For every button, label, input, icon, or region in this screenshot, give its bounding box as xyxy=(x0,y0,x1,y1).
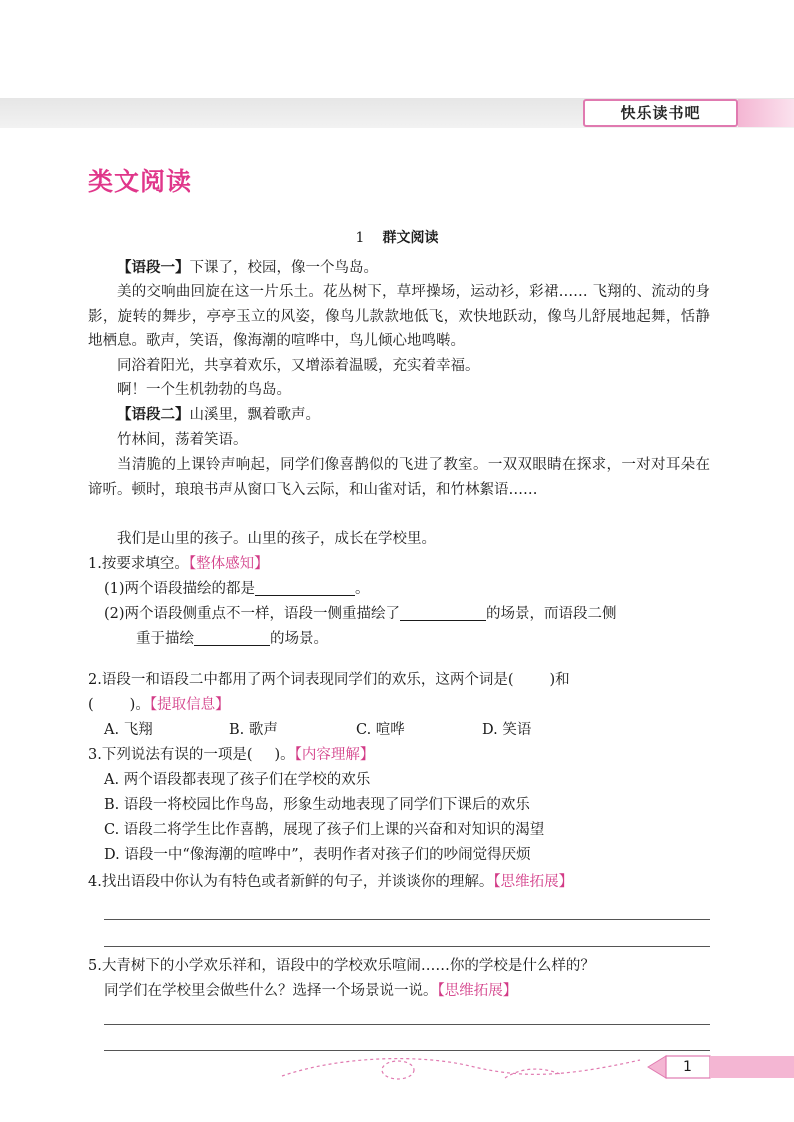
question-tag: 【思维拓展】 xyxy=(493,874,574,890)
sub-question-text: (2)两个语段侧重点不一样，语段一侧重描绘了 xyxy=(104,606,401,622)
section-title: 类文阅读 xyxy=(88,167,193,196)
question-number: 1. xyxy=(88,556,102,572)
header-tab: 快乐读书吧 xyxy=(583,99,738,127)
paragraph-tag: 【语段二】 xyxy=(117,407,190,423)
paragraph xyxy=(88,256,710,281)
answer-blank[interactable] xyxy=(400,603,486,621)
option-b[interactable]: B. 歌声 xyxy=(229,722,278,738)
question-tag: 【提取信息】 xyxy=(149,697,230,713)
option-c[interactable]: C. 喧哗 xyxy=(356,722,405,738)
footer xyxy=(0,1048,794,1088)
paragraph xyxy=(88,280,710,354)
paragraph xyxy=(88,378,710,403)
answer-line[interactable] xyxy=(104,946,710,947)
answer-blank[interactable] xyxy=(255,578,355,596)
paragraph-text: 山溪里，飘着歌声。 xyxy=(189,407,320,423)
paragraph-text: 啊！一个生机勃勃的鸟岛。 xyxy=(117,382,291,398)
answer-line[interactable] xyxy=(104,919,710,920)
paragraph-tag: 【语段一】 xyxy=(117,260,190,276)
paragraph xyxy=(88,453,710,502)
question-number: 4. xyxy=(88,874,102,890)
sub-question-text: 的场景。 xyxy=(270,631,328,647)
option-c[interactable]: C. 语段二将学生比作喜鹊，展现了孩子们上课的兴奋和对知识的渴望 xyxy=(104,822,545,838)
sub-question-text: 重于描绘 xyxy=(136,631,194,647)
question-1-part-2 xyxy=(104,602,712,627)
paragraph-text: 美的交响曲回旋在这一片乐土。花丛树下，草坪操场，运动衫，彩裙…… 飞翔的、流动的身影，旋转的舞步，亭亭玉立的风姿，像鸟儿款款地低飞，欢快地跃动，像鸟儿舒展地起舞，恬静地栖息。歌声，笑语，像海潮的喧哗中，鸟儿倾心地鸣啭。 xyxy=(88,284,710,349)
option-a[interactable]: A. 两个语段都表现了孩子们在学校的欢乐 xyxy=(104,772,371,788)
question-text: ( xyxy=(88,697,94,713)
page-number: 1 xyxy=(683,1059,692,1075)
sub-question-text: 的场景，而语段二侧 xyxy=(486,606,617,622)
option-a[interactable]: A. 飞翔 xyxy=(104,722,153,738)
question-number: 3. xyxy=(88,747,102,763)
sub-question-text: (1)两个语段描绘的都是 xyxy=(104,581,256,597)
question-number: 5. xyxy=(88,958,102,974)
paragraph-text: 下课了，校园，像一个鸟岛。 xyxy=(189,260,378,276)
paragraph-text: 我们是山里的孩子。山里的孩子，成长在学校里。 xyxy=(117,531,436,547)
question-number: 2. xyxy=(88,672,102,688)
passage-number: 1 xyxy=(355,230,365,246)
paragraph xyxy=(88,354,710,379)
question-text: )。 xyxy=(274,747,295,763)
question-4 xyxy=(88,870,712,895)
option-d[interactable]: D. 语段一中“像海潮的喧哗中”，表明作者对孩子们的吵闹觉得厌烦 xyxy=(104,847,531,863)
paragraph xyxy=(88,428,710,453)
answer-line[interactable] xyxy=(104,1024,710,1025)
option-d[interactable]: D. 笑语 xyxy=(482,722,532,738)
question-text: 大青树下的小学欢乐祥和，语段中的学校欢乐喧闹……你的学校是什么样的？ xyxy=(101,958,595,974)
header-tab-accent xyxy=(738,99,794,127)
paragraph xyxy=(88,527,710,552)
paragraph-text: 同浴着阳光，共享着欢乐，又增添着温暖，充实着幸福。 xyxy=(117,358,480,374)
question-5-cont xyxy=(104,979,712,1004)
passage-title-text: 群文阅读 xyxy=(382,230,439,246)
sub-question-text: 。 xyxy=(355,581,370,597)
paragraph-text: 当清脆的上课铃声响起，同学们像喜鹊似的飞进了教室。一双双眼睛在探求，一对对耳朵在谛听。顿时，琅琅书声从窗口飞入云际，和山雀对话，和竹林絮语…… xyxy=(88,457,710,498)
question-1 xyxy=(88,552,712,577)
question-2 xyxy=(88,668,712,693)
question-3 xyxy=(88,743,712,768)
question-text: 下列说法有误的一项是( xyxy=(101,747,253,763)
answer-blank[interactable] xyxy=(194,628,270,646)
question-text: )。 xyxy=(129,697,150,713)
option-b[interactable]: B. 语段一将校园比作鸟岛，形象生动地表现了同学们下课后的欢乐 xyxy=(104,797,530,813)
question-2-cont xyxy=(88,693,712,718)
question-tag: 【思维拓展】 xyxy=(437,983,518,999)
question-text: )和 xyxy=(549,672,570,688)
question-text: 同学们在学校里会做些什么？选择一个场景说一说。 xyxy=(104,983,438,999)
question-1-part-2-cont xyxy=(136,627,712,652)
question-tag: 【整体感知】 xyxy=(188,556,269,572)
question-5 xyxy=(88,954,712,979)
paragraph xyxy=(88,403,710,428)
passage-title xyxy=(0,227,794,247)
question-text: 语段一和语段二中都用了两个词表现同学们的欢乐，这两个词是( xyxy=(101,672,514,688)
footer-decoration xyxy=(0,1048,794,1088)
question-1-part-1 xyxy=(104,577,712,602)
question-text: 按要求填空。 xyxy=(101,556,189,572)
question-tag: 【内容理解】 xyxy=(294,747,375,763)
paragraph-text: 竹林间，荡着笑语。 xyxy=(117,432,248,448)
question-text: 找出语段中你认为有特色或者新鲜的句子，并谈谈你的理解。 xyxy=(101,874,494,890)
